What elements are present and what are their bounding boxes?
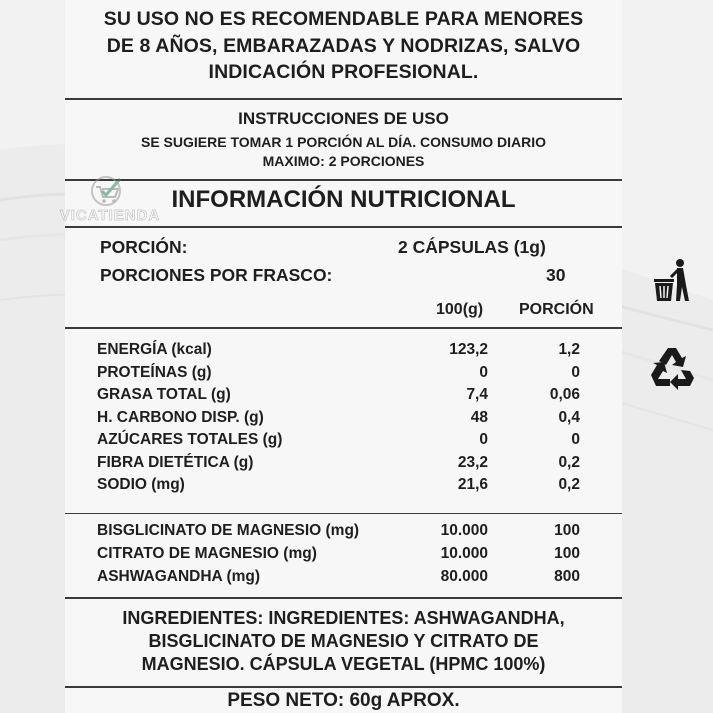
row-value-portion: 0 (571, 363, 580, 381)
row-value-portion: 0,2 (558, 453, 580, 471)
divider (65, 98, 622, 100)
row-value-portion: 1,2 (558, 341, 580, 358)
row-value-100g: 21,6 (457, 476, 488, 493)
instructions-title: INSTRUCCIONES DE USO (238, 109, 449, 128)
divider (65, 597, 622, 599)
row-value-100g: 23,2 (457, 453, 488, 471)
recycle-icon (648, 345, 696, 391)
row-value-100g: 0 (479, 363, 488, 381)
portion-value: 2 CÁPSULAS (1g) (398, 237, 546, 257)
row-name: PROTEÍNAS (g) (97, 363, 212, 381)
portion-label: PORCIÓN: (100, 237, 188, 257)
row-name: SODIO (mg) (97, 476, 185, 493)
row-value-100g: 7,4 (466, 386, 488, 403)
row-name: GRASA TOTAL (g) (97, 386, 231, 403)
row-name: BISGLICINATO DE MAGNESIO (mg) (97, 522, 360, 539)
column-header-100g: 100(g) (436, 301, 484, 318)
servings-value: 30 (546, 265, 566, 285)
trash-bin-person-icon (651, 257, 693, 305)
ingredients-text: INGREDIENTES: INGREDIENTES: ASHWAGANDHA, BISGLICINATO DE MAGNESIO Y CITRATO DE MAGNESIO. CÁPSULA VEGETAL (HPMC 100%) (122, 608, 565, 674)
servings-label: PORCIONES POR FRASCO: (100, 265, 333, 285)
row-value-portion: 100 (554, 545, 580, 562)
watermark-logo (40, 175, 180, 230)
net-weight: PESO NETO: 60g APROX. (227, 690, 460, 711)
row-value-portion: 0,4 (558, 408, 580, 426)
row-name: ASHWAGANDHA (mg) (97, 568, 261, 585)
cart-check-icon (88, 175, 128, 211)
row-value-portion: 0,2 (558, 476, 580, 493)
row-value-100g: 0 (479, 431, 488, 448)
row-name: FIBRA DIETÉTICA (g) (97, 453, 254, 471)
row-value-portion: 100 (554, 522, 580, 539)
row-value-portion: 0,06 (549, 386, 580, 403)
divider (65, 327, 622, 329)
row-value-100g: 123,2 (449, 341, 488, 358)
row-value-portion: 800 (554, 568, 580, 585)
row-value-100g: 80.000 (440, 568, 488, 585)
row-name: ENERGÍA (kcal) (97, 341, 212, 358)
divider (65, 513, 622, 514)
row-value-portion: 0 (571, 431, 580, 448)
row-name: H. CARBONO DISP. (g) (97, 408, 264, 426)
instructions-text: SE SUGIERE TOMAR 1 PORCIÓN AL DÍA. CONSUMO DIARIO MAXIMO: 2 PORCIONES (140, 134, 546, 169)
row-value-100g: 48 (470, 408, 488, 426)
watermark-text: VICATIENDA (59, 207, 161, 224)
column-header-portion: PORCIÓN (519, 301, 594, 318)
nutrition-title: INFORMACIÓN NUTRICIONAL (171, 186, 516, 213)
row-value-100g: 10.000 (440, 522, 488, 539)
divider (65, 686, 622, 688)
row-name: AZÚCARES TOTALES (g) (97, 431, 283, 448)
warning-text: SU USO NO ES RECOMENDABLE PARA MENORES DE 8 AÑOS, EMBARAZADAS Y NODRIZAS, SALVO INDICACIÓN PROFESIONAL. (103, 8, 584, 83)
row-name: CITRATO DE MAGNESIO (mg) (97, 545, 317, 562)
row-value-100g: 10.000 (440, 545, 488, 562)
